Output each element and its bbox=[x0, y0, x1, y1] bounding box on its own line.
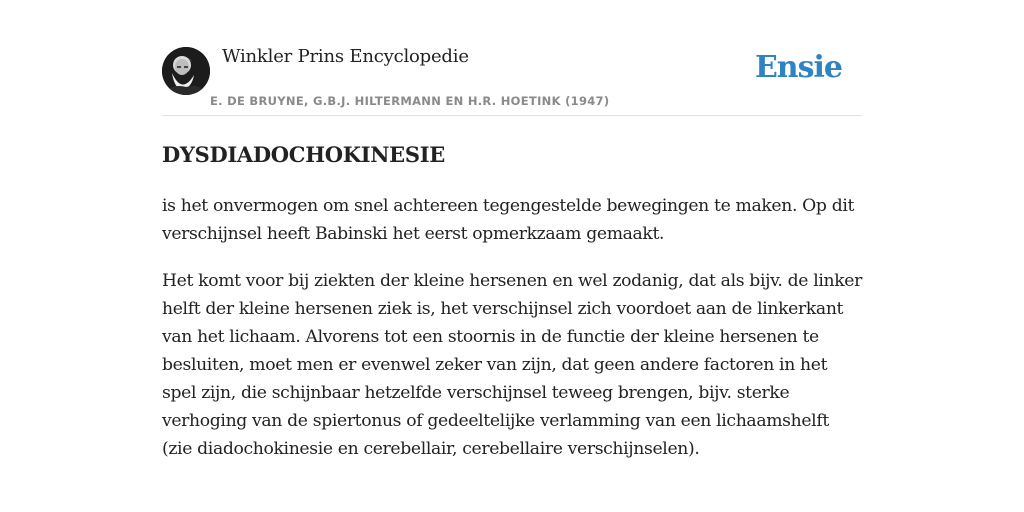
authors-line: E. DE BRUYNE, G.B.J. HILTERMANN EN H.R. HOETINK (1947) bbox=[210, 94, 610, 108]
entry-body bbox=[162, 192, 862, 482]
brand-logo[interactable]: Ensie bbox=[754, 50, 842, 85]
portrait-avatar-icon[interactable] bbox=[162, 47, 210, 95]
site-title[interactable]: Winkler Prins Encyclopedie bbox=[222, 46, 469, 67]
entry-paragraph: Het komt voor bij ziekten der kleine hersenen en wel zodanig, dat als bijv. de linker helft der kleine hersenen ziek is, het verschijnsel zich voordoet aan de linkerkant van het lichaam. Alvorens tot een stoornis in de functie der kleine hersenen te besluiten, moet men er evenwel zeker van zijn, dat geen andere factoren in het spel zijn, die schijnbaar hetzelfde verschijnsel teweeg brengen, bijv. sterke verhoging van de spiertonus of gedeeltelijke verlamming van een lichaamshelft (zie diadochokinesie en cerebellair, cerebellaire verschijnselen). bbox=[162, 271, 862, 459]
entry-title: DYSDIADOCHOKINESIE bbox=[162, 142, 445, 167]
page-header bbox=[162, 40, 862, 116]
entry-paragraph: is het onvermogen om snel achtereen tegengestelde bewegingen te maken. Op dit verschijnsel heeft Babinski het eerst opmerkzaam gemaakt. bbox=[162, 196, 855, 244]
portrait-graphic bbox=[162, 47, 210, 95]
